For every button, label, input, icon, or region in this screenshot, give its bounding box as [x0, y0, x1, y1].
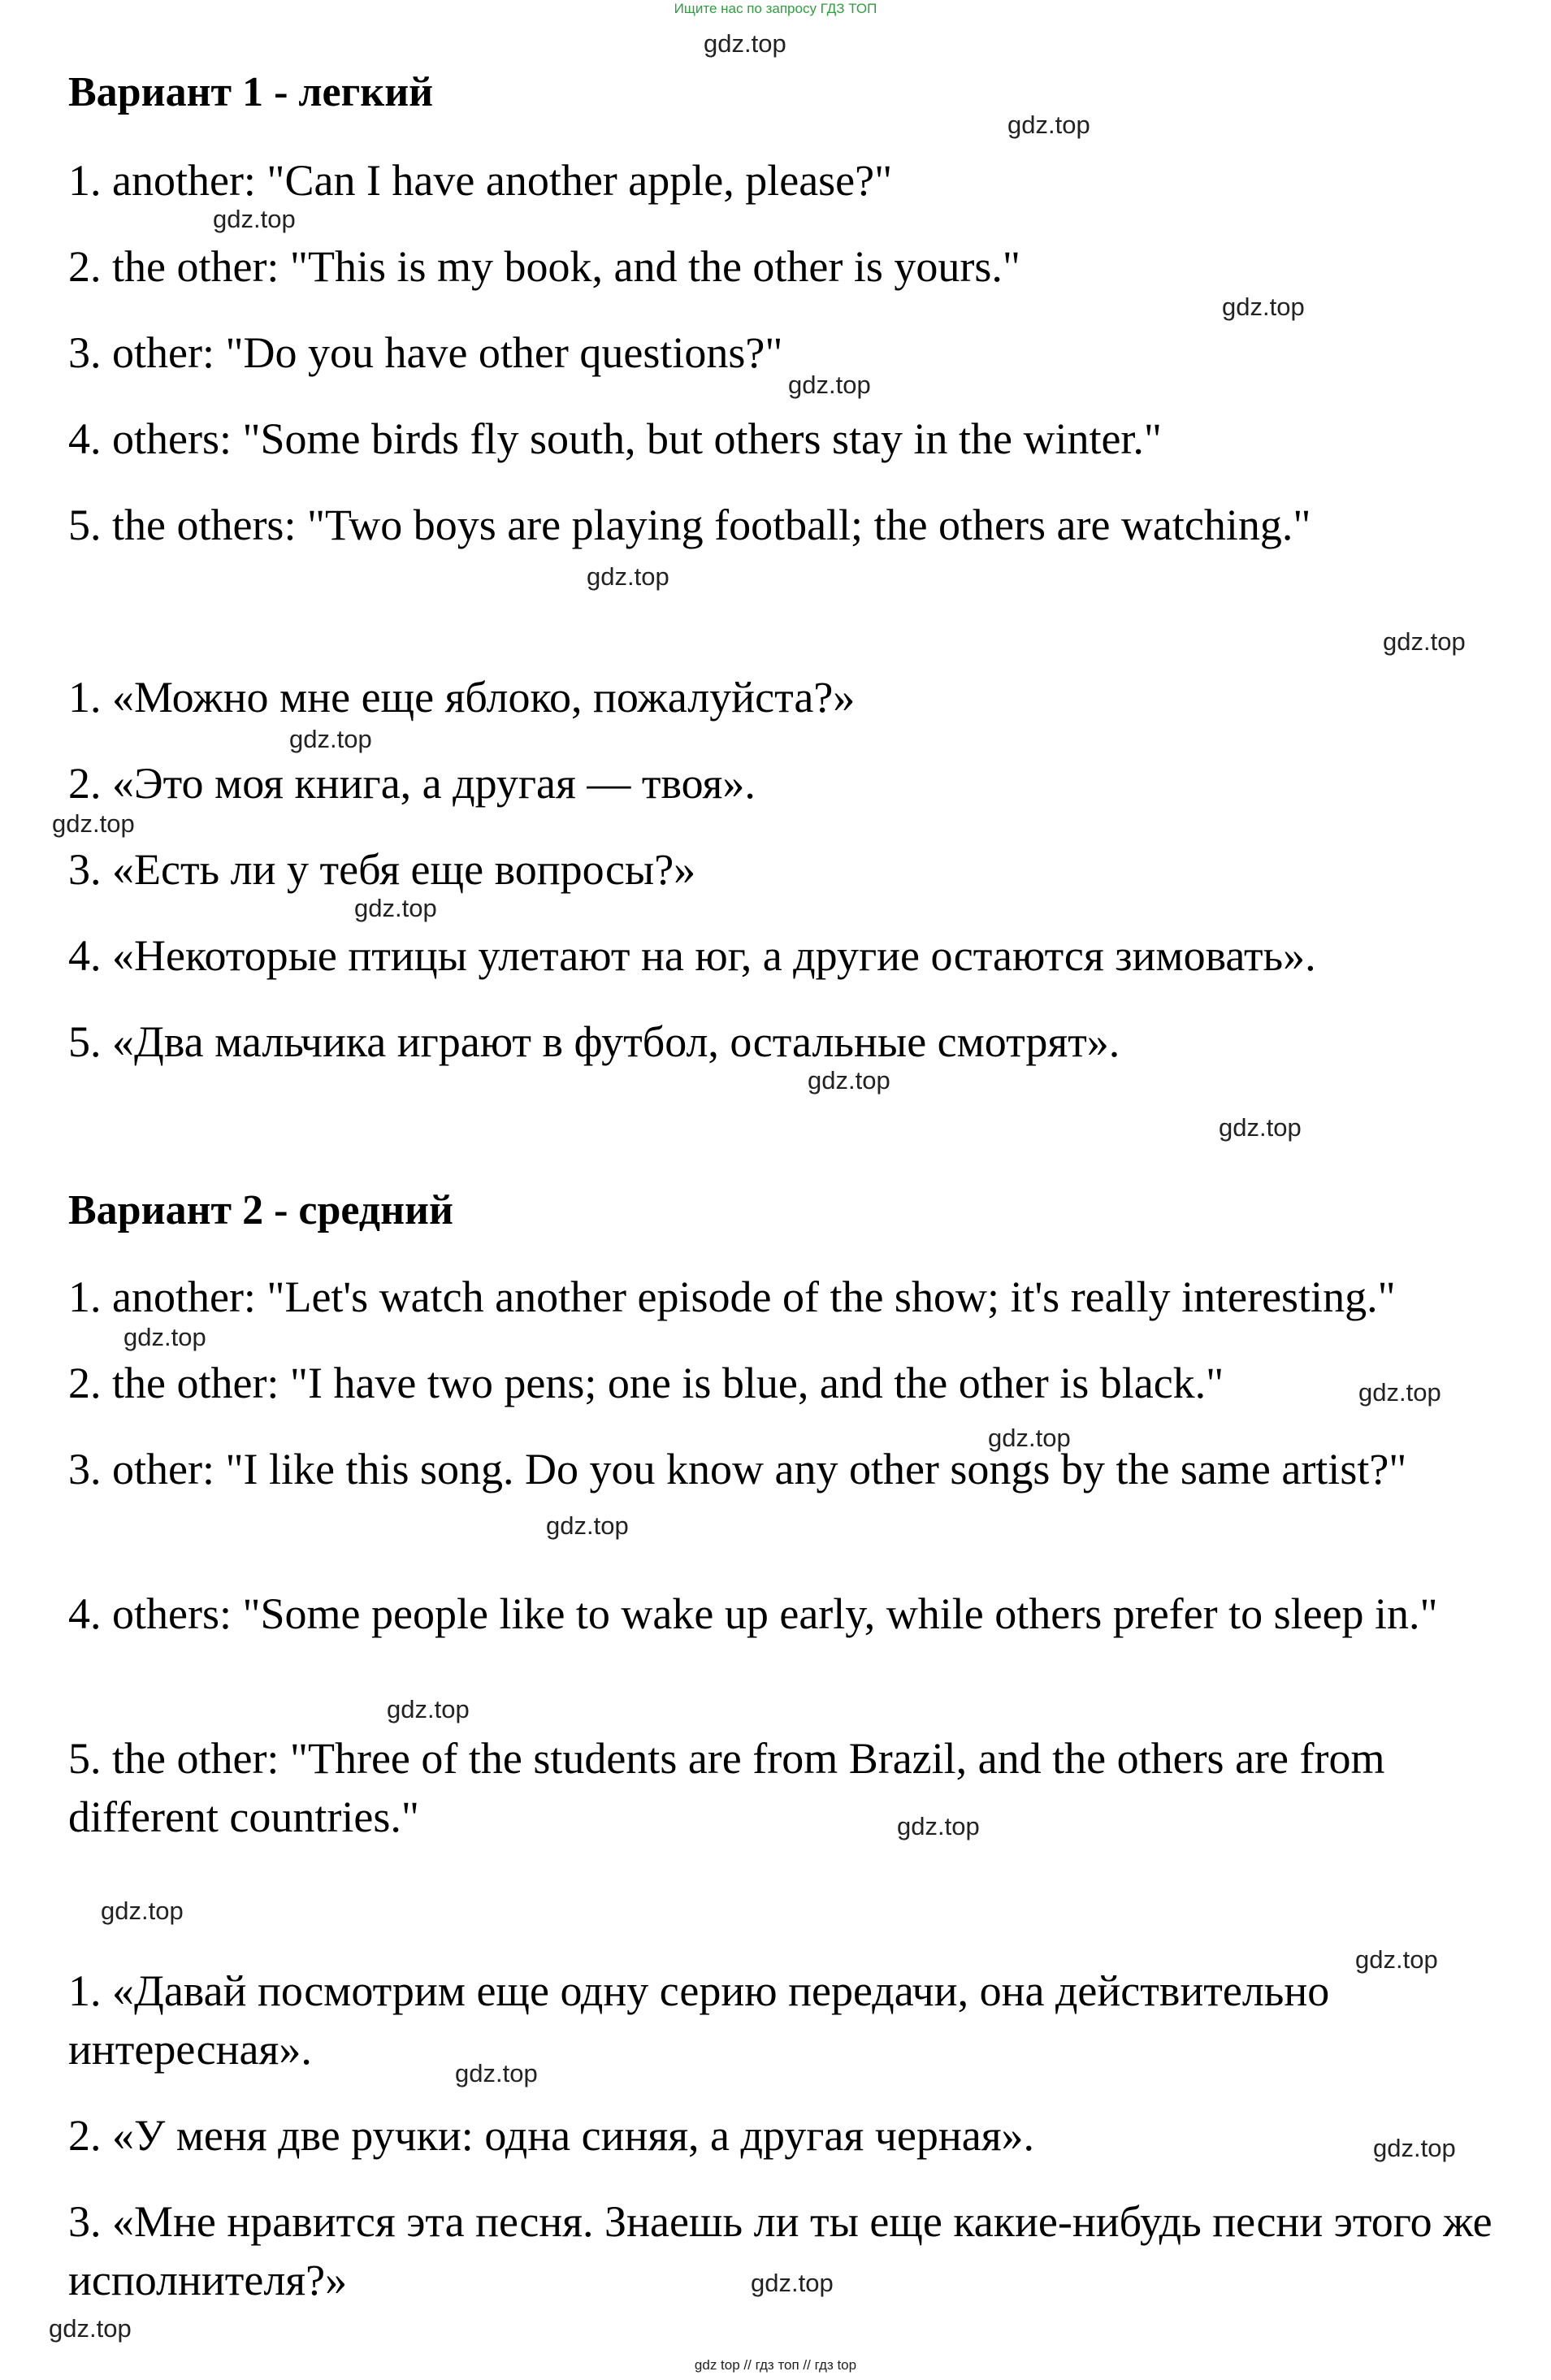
variant1-russian-line-3: 3. «Есть ли у тебя еще вопросы?» [68, 845, 696, 894]
watermark: gdz.top [49, 2314, 132, 2343]
watermark: gdz.top [897, 1812, 980, 1840]
watermark: gdz.top [101, 1897, 184, 1925]
watermark: gdz.top [289, 725, 372, 753]
variant1-russian-line-4: 4. «Некоторые птицы улетают на юг, а другие остаются зимовать». [68, 931, 1316, 980]
variant1-english-line-1: 1. another: "Can I have another apple, please?" [68, 156, 893, 205]
variant2-english-line-1: 1. another: "Let's watch another episode of the show; it's really interesting." [68, 1272, 1396, 1321]
variant2-russian-line-1: 1. «Давай посмотрим еще одну серию передачи, она действительно интересная». [68, 1966, 1330, 2074]
variant1-russian-line-2: 2. «Это моя книга, а другая — твоя». [68, 759, 756, 808]
watermark: gdz.top [704, 29, 786, 58]
watermark: gdz.top [1383, 627, 1466, 656]
watermark: gdz.top [788, 371, 871, 399]
watermark: gdz.top [1373, 2134, 1456, 2162]
watermark: gdz.top [354, 894, 437, 922]
variant1-russian-line-5: 5. «Два мальчика играют в футбол, остальные смотрят». [68, 1017, 1120, 1066]
watermark: gdz.top [1219, 1113, 1302, 1142]
watermark: gdz.top [387, 1695, 470, 1723]
variant2-title: Вариант 2 - средний [68, 1187, 453, 1233]
variant1-english-line-5: 5. the others: "Two boys are playing football; the others are watching." [68, 501, 1311, 549]
variant2-english-line-4: 4. others: "Some people like to wake up early, while others prefer to sleep in." [68, 1589, 1438, 1638]
watermark: gdz.top [1007, 111, 1090, 139]
watermark: gdz.top [1222, 293, 1305, 321]
variant2-english-line-3: 3. other: "I like this song. Do you know any other songs by the same artist?" [68, 1445, 1407, 1493]
watermark: gdz.top [213, 205, 296, 233]
top-search-note: Ищите нас по запросу ГДЗ ТОП [674, 1, 877, 16]
variant1-english-line-2: 2. the other: "This is my book, and the other is yours." [68, 242, 1020, 291]
variant2-english-line-5: 5. the other: "Three of the students are from Brazil, and the others are from different countries." [68, 1734, 1385, 1841]
watermark: gdz.top [587, 562, 669, 591]
footer-note: gdz top // гдз топ // гдз top [694, 2357, 857, 2373]
variant2-russian-line-2: 2. «У меня две ручки: одна синяя, а другая черная». [68, 2111, 1035, 2160]
watermark: gdz.top [455, 2059, 538, 2087]
watermark: gdz.top [808, 1066, 890, 1095]
watermark: gdz.top [123, 1323, 206, 1351]
variant2-russian-line-3: 3. «Мне нравится эта песня. Знаешь ли ты еще какие-нибудь песни этого же исполнителя?» [68, 2197, 1493, 2304]
watermark: gdz.top [751, 2269, 834, 2297]
variant1-title: Вариант 1 - легкий [68, 69, 434, 115]
variant1-english-line-4: 4. others: "Some birds fly south, but others stay in the winter." [68, 414, 1162, 463]
watermark: gdz.top [1355, 1945, 1438, 1974]
watermark: gdz.top [546, 1511, 629, 1540]
variant1-english-line-3: 3. other: "Do you have other questions?" [68, 328, 783, 377]
watermark: gdz.top [1358, 1378, 1441, 1407]
variant2-english-line-2: 2. the other: "I have two pens; one is blue, and the other is black." [68, 1359, 1224, 1407]
watermark: gdz.top [988, 1424, 1071, 1452]
watermark: gdz.top [52, 809, 135, 838]
variant1-russian-line-1: 1. «Можно мне еще яблоко, пожалуйста?» [68, 673, 856, 722]
